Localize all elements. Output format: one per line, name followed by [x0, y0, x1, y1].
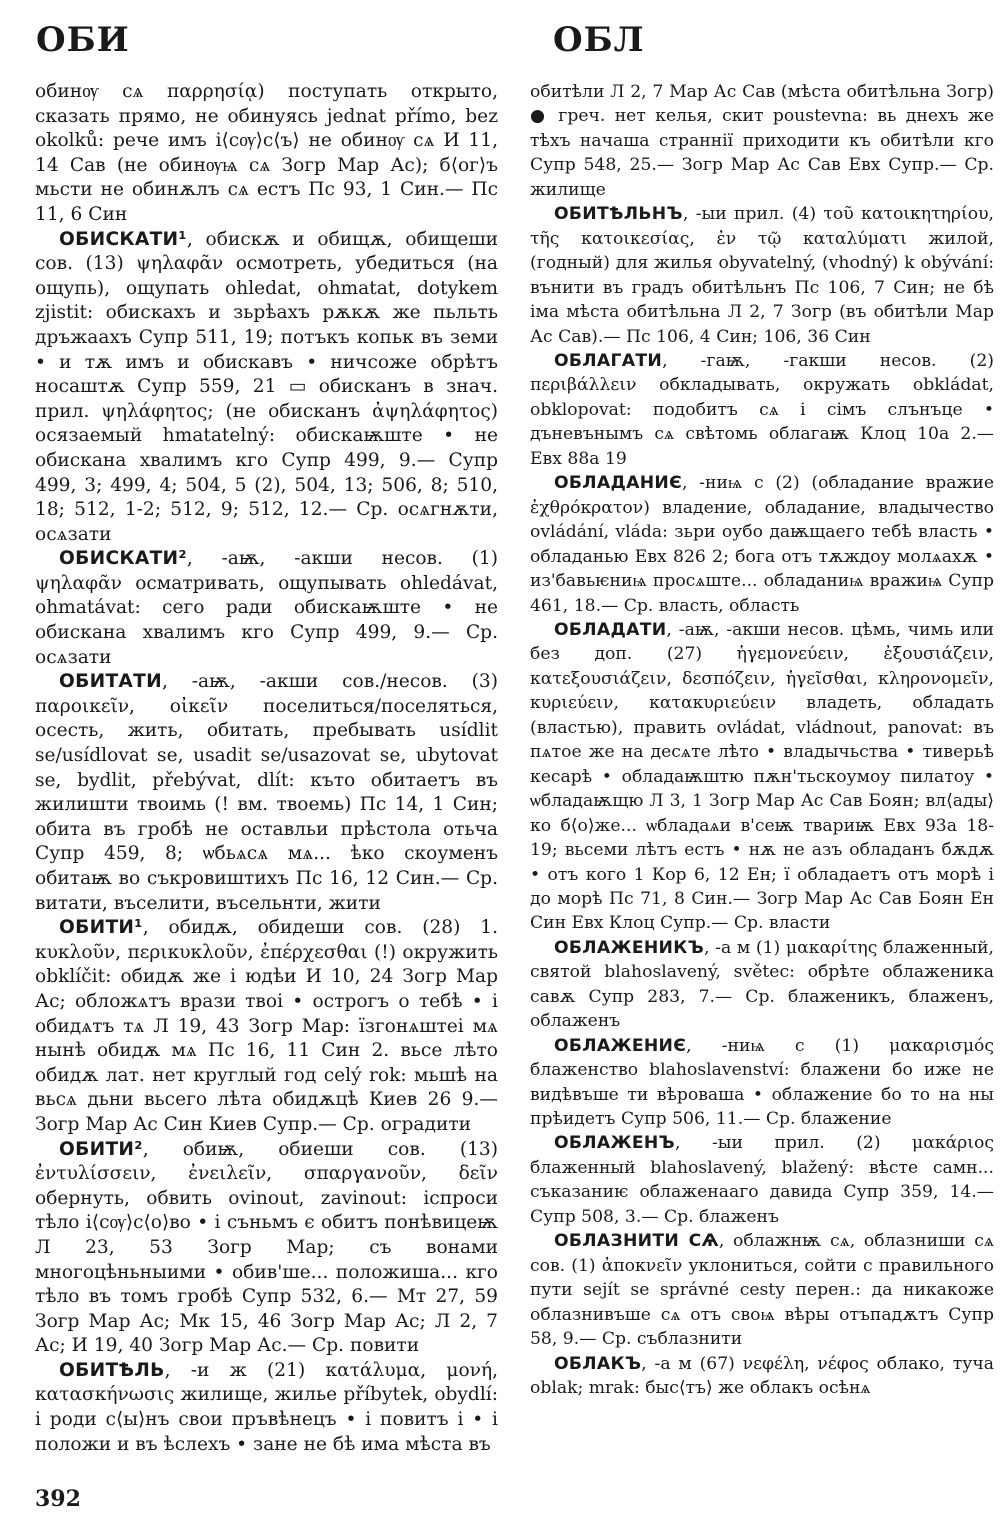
entry-headword: ОБИТѢЛЬ [59, 1359, 165, 1381]
dictionary-entry [35, 916, 498, 1137]
entry-body: , -ниѩ с (1) μακαρισμός блаженство blahoslavenství: блажени бо иже не видѣвъше ти вѣроваша • облажение бо то на ны прѣидетъ Супр 506, 11.— Ср. блажение [530, 1035, 994, 1130]
entry-body: , -а м (67) νεφέλη, νέφος облако, туча oblak; mrak: быс⟨тъ⟩ же облакъ осѣнѧ [530, 1353, 994, 1399]
entry-body: , обидѫ, обидеши сов. (28) 1. κυκλοῦν, περικυκλοῦν, ἐπέρχεσθαι (!) окружить obklíčit: обидѫ же і юдѣи И 10, 24 Зогр Мар Ас; обложѧтъ врази твоі • острогъ о тебѣ • і обидѧтъ тѧ Л 19, 43 Зогр Мар: їзгонѧштеі мѧ нынѣ обидѫ мѧ Пс 16, 11 Син 2. вьсе лѣто обидѫ лат. нет круглый год celý rok: мьшѣ на вьсѧ дьни вьсего лѣта обидѫцѣ Киев 26 9.— Зогр Мар Ас Син Киев Супр.— Ср. оградити [35, 917, 498, 1135]
entry-body: , -гаѭ, -гакши несов. (2) περιβάλλειν обкладывать, окружать obkládat, obklopovat: подобитъ сѧ і сімъ слънъце • дъневънымъ сѧ свѣтомь облагаѭ Клоц 10а 2.— Евх 88а 19 [530, 350, 994, 469]
entry-body: , обискѫ и обищѫ, обищеши сов. (13) ψηλαφᾶν осмотреть, убедиться (на ощупь), ощупать ohledat, ohmatat, dotykem zjistit: обискахъ и зьрѣахъ рѫкѫ же пьльть дръжаахъ Супр 511, 19; потъкъ копьк въ земи • и тѫ имъ и обискавъ • ничсоже обрѣтъ носаштѫ Супр 559, 21 ▭ обисканъ в знач. прил. ψηλάφητος; (не обисканъ ἀψηλάφητος) осязаемый hmatatelný: обискаѭште • не обискана хвалимъ кго Супр 499, 9.— Супр 499, 3; 499, 4; 504, 5 (2), 504, 13; 506, 8; 510, 18; 512, 1-2; 512, 9; 512, 12.— Ср. осѧгнѫти, осѧзати [35, 228, 498, 545]
entry-headword: ОБЛАЗНИТИ СѦ [554, 1231, 719, 1252]
dictionary-entry [35, 1359, 498, 1457]
entry-body: , -ыи прил. (2) μακάριος блаженный blahoslavený, blažený: вѣсте самн... съказаниѥ облаженааго давида Супр 359, 14.— Супр 508, 3.— Ср. блаженъ [530, 1133, 994, 1227]
entry-headword: ОБИТИ² [59, 1138, 143, 1160]
entry-headword: ОБЛАЖЕНИЄ [554, 1035, 687, 1056]
entry-body: , -аѭ, -акши сов./несов. (3) παροικεῖν, οἰκεῖν поселиться/поселяться, осесть, жить, обитать, пребывать usídlit se/usídlovat se, usadit se/usazovat se, ubytovat se, bydlit, přebývat, dlít: къто обитаетъ въ жилишти твоимь (! вм. твоемь) Пс 14, 1 Син; обита въ гробѣ не оставльи прѣстола отьча Супр 459, 8; ѡбьѧсѧ мѧ... ѣко скоуменъ обитаѭ во съкровиштихъ Пс 16, 12 Син.— Ср. витати, въселити, въсельнти, жити [35, 671, 498, 914]
entry-headword: ОБЛАДАТИ [554, 619, 667, 640]
dictionary-entry [530, 1352, 994, 1401]
entry-headword: ОБИСКАТИ² [59, 548, 187, 570]
entry-headword: ОБИТАТИ [59, 671, 162, 693]
dictionary-entry [35, 670, 498, 916]
entry-body: , -а м (1) μακαρίτης блаженный, святой blahoslavený, světec: обрѣте облаженика савѫ Супр 283, 7.— Ср. блаженикъ, блаженъ, облаженъ [530, 937, 994, 1032]
entry-headword: ОБЛАЖЕНИКЪ [554, 937, 705, 958]
entry-body: обитѣли Л 2, 7 Мар Ас Сав (мѣста обитѣльна Зогр) ● греч. нет келья, скит poustevna: вь днехъ же тѣхъ начаша страннії приходити къ обитѣли кго Супр 548, 25.— Зогр Мар Ас Сав Евх Супр.— Ср. жилище [530, 82, 994, 200]
entry-headword: ОБИТѢЛЬНЪ [554, 204, 683, 225]
dictionary-entry [530, 1131, 994, 1229]
running-head-right: ОБЛ [553, 20, 645, 60]
dictionary-entry [530, 936, 994, 1034]
right-column [530, 80, 994, 1480]
dictionary-entry [35, 1138, 498, 1359]
entry-headword: ОБЛАДАНИЄ [554, 473, 682, 494]
dictionary-entry [530, 1229, 994, 1351]
entry-body: , -аѭ, -акши несов. цѣмь, чимь или без доп. (27) ἡγεμονεύειν, ἐξουσιάζειν, κατεξουσιάζειν, δεσπόζειν, ἡγεῖσθαι, κληρονομεῖν, κυριεύειν, κατακυριεύειν владеть, обладать (властью), править ovládat, vládnout, panovat: въ пѧтое же на десѧте лѣто • владычьства • тиверьѣ кесарѣ • обладаѭштю пѫн'тьскоумоу пилатоу • ѡбладаѭщю Л 3, 1 Зогр Мар Ас Сав Боян; вл⟨ады⟩ко б⟨о⟩же... ѡбладаѧи в'сеѭ твариѭ Евх 93а 18-19; вьсеми лѣтъ естъ • нѫ не азъ обладанъ бѫдѫ • отъ кого 1 Кор 6, 12 Ен; ї обладаетъ отъ морѣ і до морѣ Пс 71, 8 Син.— Зогр Мар Ас Сав Боян Ен Син Евх Клоц Супр.— Ср. власти [530, 619, 994, 934]
entry-body: , -аѭ, -акши несов. (1) ψηλαφᾶν осматривать, ощупывать ohledávat, ohmatávat: сего ради обискаѭште • не обискана хвалимъ кго Супр 499, 9.— Ср. осѧзати [35, 548, 498, 668]
dictionary-entry [530, 618, 994, 936]
entry-body: , -и ж (21) κατάλυμα, μονή, κατασκήνωσις жилище, жилье příbytek, obydlí: і роди с⟨ы⟩нъ свои пръвѣнецъ • і повитъ і • і положи и въ ѣслехъ • зане не бѣ има мѣста въ [35, 1359, 498, 1455]
entry-body: обинѹ сѧ παρρησίᾳ) поступать открыто, сказать прямо, не обинуясь jednat přímo, bez okolků: рече имъ і⟨сѹ⟩с⟨ъ⟩ не обинѹ сѧ И 11, 14 Сав (не обинѹѩ сѧ Зогр Мар Ас); б⟨ог⟩ъ мьсти не обинѫлъ сѧ естъ Пс 93, 1 Син.— Пс 11, 6 Син [35, 81, 498, 225]
entry-headword: ОБИТИ¹ [59, 917, 143, 939]
dictionary-entry [530, 202, 994, 349]
entry-headword: ОБЛАЖЕНЪ [554, 1133, 676, 1154]
entry-body: , облажнѭ сѧ, облазниши сѧ сов. (1) ἀποκνεῖν уклониться, сойти с правильного пути sejít se správné cesty перен.: да никакоже облазнивъше сѧ отъ своѩ вѣры отъпадѫтъ Супр 58, 9.— Ср. съблазнити [530, 1231, 994, 1350]
dictionary-entry [530, 1034, 994, 1132]
left-column [35, 80, 498, 1480]
running-head-left: ОБИ [36, 20, 130, 60]
page-number: 392 [35, 1486, 81, 1512]
entry-body: , -ниѩ с (2) (обладание вражие ἐχθρόκρατον) владение, обладание, владычество ovládání, vláda: зьри оубо даѭщаего тебѣ власть • обладанью Евх 826 2; бога отъ тѫждоу молѧахѫ • из'бавьѥниѩ просѧште... обладаниѩ вражиѩ Супр 461, 18.— Ср. власть, область [530, 473, 994, 616]
dictionary-entry [35, 547, 498, 670]
entry-headword: ОБЛАКЪ [554, 1353, 642, 1374]
entry-body: , обиѭ, обиеши сов. (13) ἐντυλίσσειν, ἐνειλεῖν, σπαργανοῦν, δεῖν обернуть, обвить ovinout, zavinout: іспроси тѣло і⟨сѹ⟩с⟨о⟩во • і съньмъ є обитъ понѣвицеѭ Л 23, 53 Зогр Мар; съ вонами многоцѣньныими • обив'ше... положиша... кго тѣло въ томъ гробѣ Супр 532, 6.— Мт 27, 59 Зогр Мар Ас; Мк 15, 46 Зогр Мар Ас; Л 2, 7 Ас; И 19, 40 Зогр Мар Ас.— Ср. повити [35, 1138, 498, 1357]
dictionary-entry [35, 228, 498, 548]
entry-headword: ОБЛАГАТИ [554, 350, 663, 371]
entry-headword: ОБИСКАТИ¹ [59, 228, 187, 250]
dictionary-entry [530, 349, 994, 471]
dictionary-entry [35, 80, 498, 228]
dictionary-entry [530, 471, 994, 618]
dictionary-entry [530, 80, 994, 202]
entry-body: , -ыи прил. (4) τοῦ κατοικητηρίου, τῆς κατοικεσίας, ἐν τῷ καταλύματι жилой, (годный) для жилья obyvatelný, (vhodný) k obývání: вънити въ градъ обитѣльнъ Пс 106, 7 Син; не бѣ іма мѣста обитѣльна Л 2, 7 Зогр (въ обитѣли Мар Ас Сав).— Пс 106, 4 Син; 106, 36 Син [530, 204, 994, 347]
